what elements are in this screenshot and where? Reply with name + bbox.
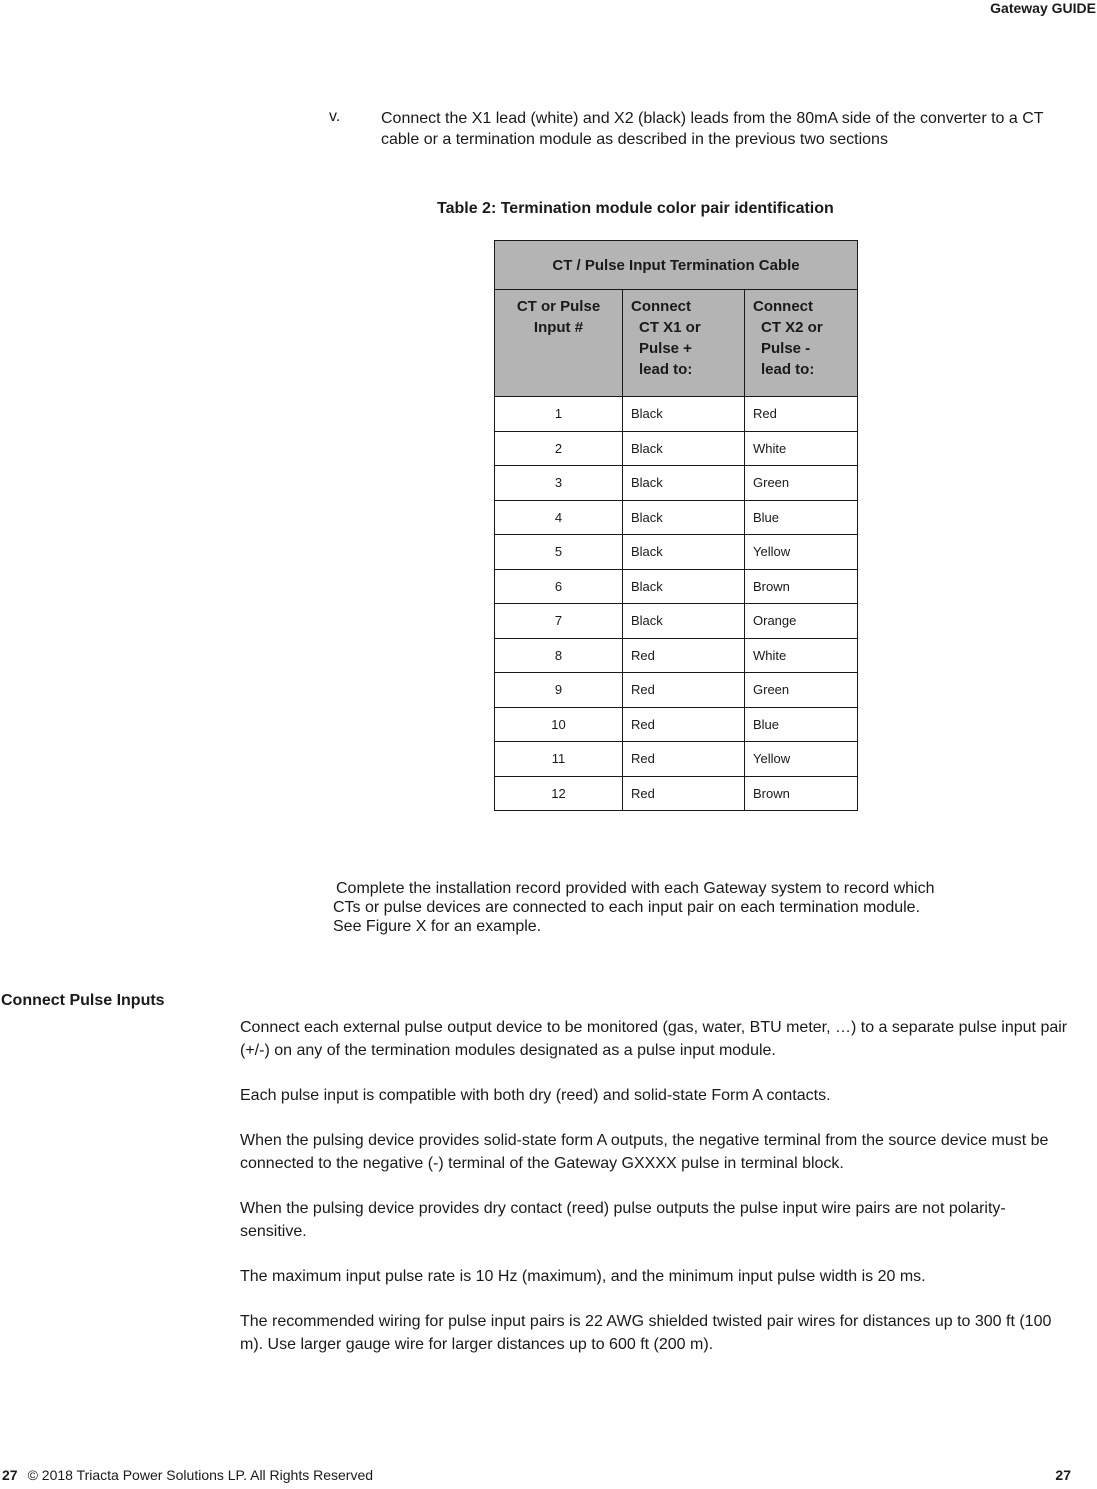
table-banner: CT / Pulse Input Termination Cable [495,241,858,290]
section-body [240,1016,1070,1378]
paragraph: When the pulsing device provides solid-state form A outputs, the negative terminal from the source device must be connected to the negative (-) terminal of the Gateway GXXXX pulse in terminal block. [240,1132,1049,1172]
input-number: 2 [495,431,623,466]
paragraph: The recommended wiring for pulse input pairs is 22 AWG shielded twisted pair wires for distances up to 300 ft (100 m). Use larger gauge wire for larger distances up to 600 ft (200 m). [240,1313,1052,1353]
column-header-input: CT or Pulse Input # [495,290,623,397]
table-row [495,638,858,673]
x1-color: Black [623,604,745,639]
x2-color: Orange [745,604,858,639]
page-number: 27 [2,1467,18,1483]
x1-color: Red [623,673,745,708]
page-number-right: 27 [1055,1467,1071,1483]
x1-color: Red [623,776,745,811]
column-header-x2: Connect CT X2 or Pulse - lead to: [745,290,858,397]
note-line: Complete the installation record provided with each Gateway system to record which [336,880,935,897]
x1-color: Black [623,466,745,501]
input-number: 1 [495,397,623,432]
table-row [495,466,858,501]
page-footer [2,1467,373,1483]
paragraph: When the pulsing device provides dry contact (reed) pulse outputs the pulse input wire pairs are not polarity-sensitive. [240,1200,1006,1240]
x2-color: Green [745,673,858,708]
input-number: 10 [495,707,623,742]
installation-note [333,879,1053,936]
x1-color: Red [623,742,745,777]
note-line: CTs or pulse devices are connected to each input pair on each termination module. [333,899,921,916]
x2-color: Blue [745,500,858,535]
table-row [495,397,858,432]
x1-color: Black [623,397,745,432]
paragraph: Each pulse input is compatible with both dry (reed) and solid-state Form A contacts. [240,1087,831,1104]
x2-color: White [745,431,858,466]
input-number: 8 [495,638,623,673]
x1-color: Black [623,569,745,604]
input-number: 6 [495,569,623,604]
table-row [495,500,858,535]
input-number: 3 [495,466,623,501]
x1-color: Black [623,535,745,570]
step-text: Connect the X1 lead (white) and X2 (black) leads from the 80mA side of the converter to a CT cable or a termination module as described in the previous two sections [381,110,1044,148]
paragraph: The maximum input pulse rate is 10 Hz (maximum), and the minimum input pulse width is 20 ms. [240,1268,926,1285]
table-row [495,604,858,639]
column-header-x1: Connect CT X1 or Pulse + lead to: [623,290,745,397]
x2-color: Yellow [745,535,858,570]
table-row [495,776,858,811]
x2-color: White [745,638,858,673]
copyright: © 2018 Triacta Power Solutions LP. All Rights Reserved [27,1467,374,1483]
step-marker: v. [329,108,341,125]
input-number: 7 [495,604,623,639]
table-row [495,707,858,742]
table-row [495,569,858,604]
input-number: 9 [495,673,623,708]
x1-color: Red [623,707,745,742]
note-line: See Figure X for an example. [333,918,542,935]
termination-table [494,240,858,811]
table-caption: Table 2: Termination module color pair identification [437,200,834,217]
table-row [495,742,858,777]
table-row [495,431,858,466]
x2-color: Red [745,397,858,432]
x2-color: Brown [745,776,858,811]
x2-color: Green [745,466,858,501]
input-number: 11 [495,742,623,777]
page-header-title: Gateway GUIDE [990,0,1096,16]
x2-color: Blue [745,707,858,742]
x2-color: Yellow [745,742,858,777]
table-row [495,673,858,708]
input-number: 12 [495,776,623,811]
x2-color: Brown [745,569,858,604]
table-row [495,535,858,570]
section-title: Connect Pulse Inputs [1,992,165,1009]
x1-color: Red [623,638,745,673]
input-number: 5 [495,535,623,570]
x1-color: Black [623,500,745,535]
input-number: 4 [495,500,623,535]
paragraph: Connect each external pulse output device to be monitored (gas, water, BTU meter, …) to a separate pulse input pair (+/-) on any of the termination modules designated as a pulse input module. [240,1019,1068,1059]
x1-color: Black [623,431,745,466]
